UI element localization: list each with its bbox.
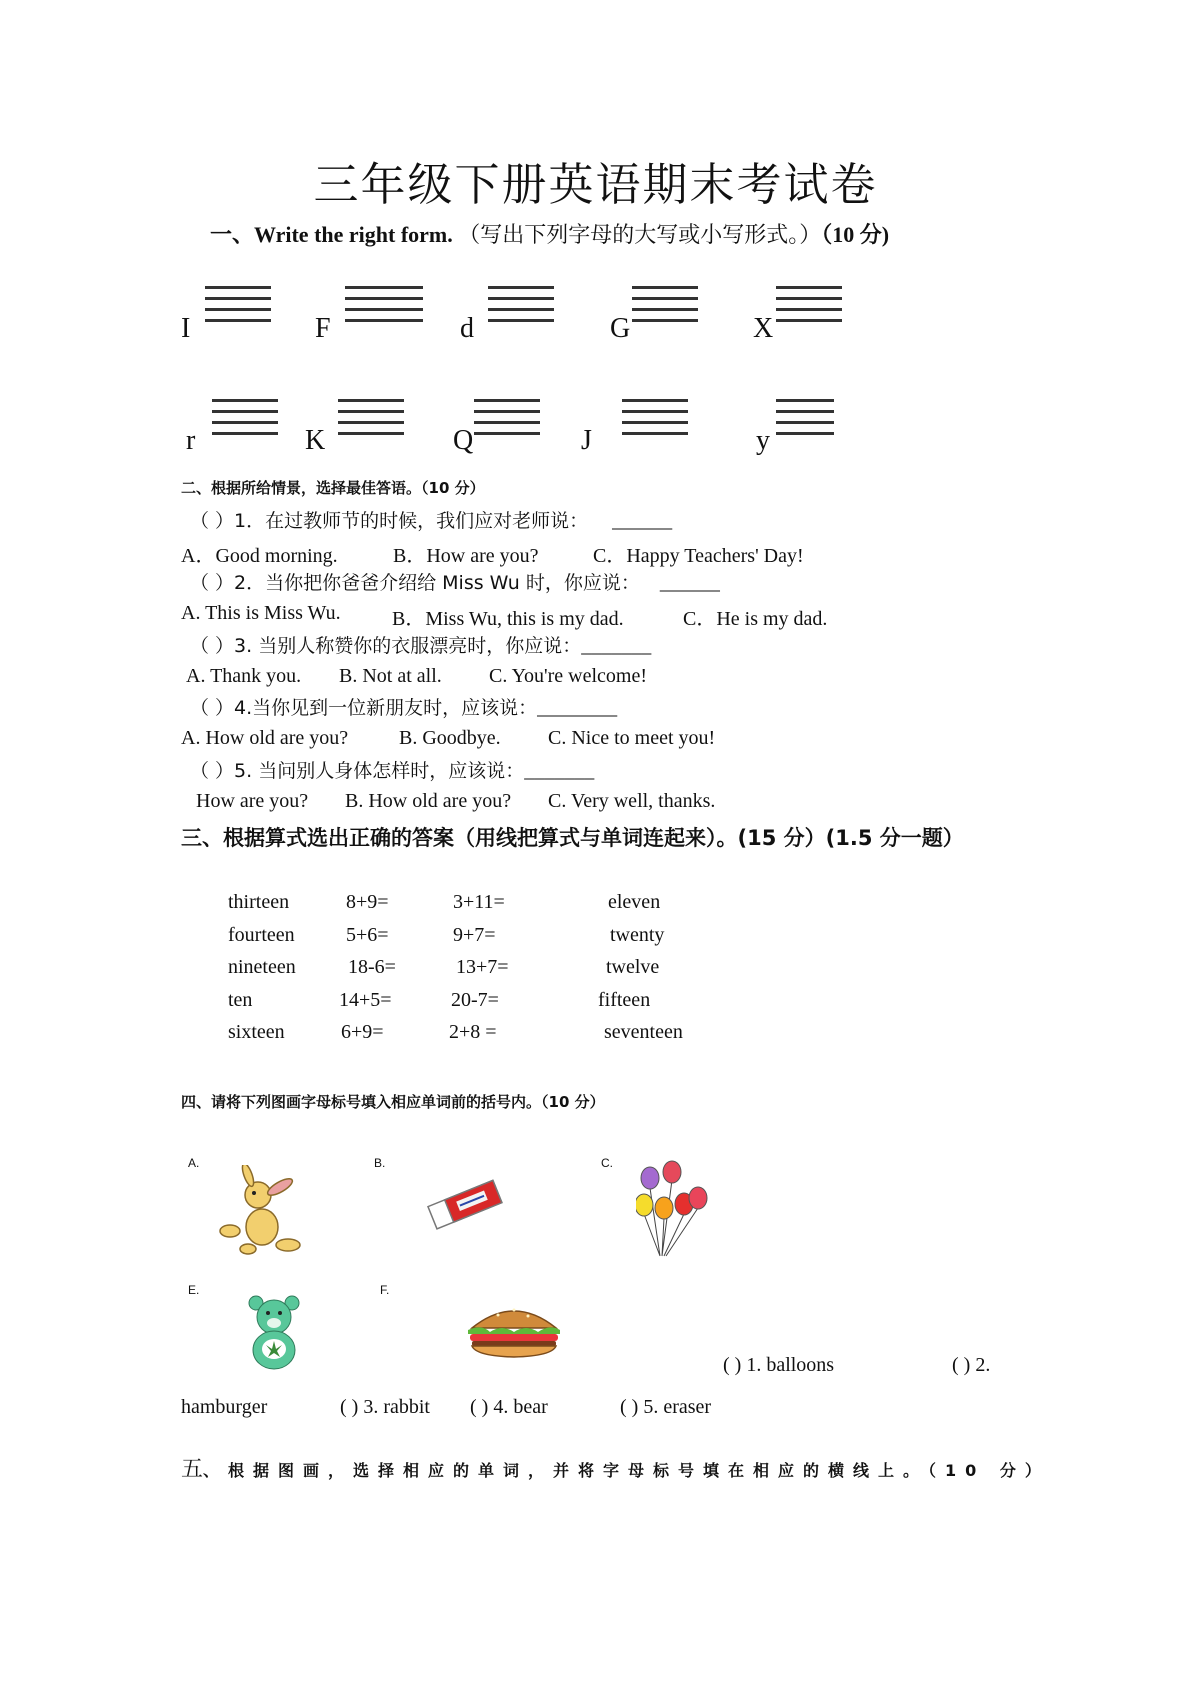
section5-text: 、根据图画，选择相应的单词，并将字母标号填在相应的横线上。（10 分）: [203, 1461, 1050, 1480]
equation-cell: 9+7=: [453, 924, 496, 946]
option: A. Thank you.: [186, 665, 302, 687]
bear-picture: [244, 1295, 304, 1371]
option: A．Good morning.: [181, 545, 338, 567]
question-4-stem: （ ）4.当你见到一位新朋友时，应该说：________: [190, 697, 618, 719]
rabbit-picture: [218, 1165, 310, 1257]
letter-3: d: [460, 313, 474, 344]
word-cell: seventeen: [604, 1021, 683, 1043]
picture-label-f: F.: [380, 1283, 390, 1297]
letter-7: K: [305, 425, 326, 456]
option: A. This is Miss Wu.: [181, 602, 341, 624]
writing-lines[interactable]: [205, 286, 271, 334]
letter-6: r: [186, 425, 196, 456]
hamburger-picture: [464, 1300, 564, 1360]
picture-label-c: C.: [601, 1156, 613, 1170]
word-cell: eleven: [608, 891, 661, 913]
word-cell: thirteen: [228, 891, 290, 913]
letter-10: y: [756, 425, 770, 456]
word-cell: sixteen: [228, 1021, 285, 1043]
option: B．How are you?: [393, 545, 539, 567]
equation-cell: 14+5=: [339, 989, 392, 1011]
writing-lines[interactable]: [632, 286, 698, 334]
item-2-number[interactable]: ( ) 2.: [952, 1354, 991, 1376]
letter-4: G: [610, 313, 631, 344]
option: B．Miss Wu, this is my dad.: [392, 608, 624, 630]
option: C. Very well, thanks.: [548, 790, 716, 812]
question-1-stem: （ ）1．在过教师节的时候，我们应对老师说： ______: [190, 510, 673, 532]
option: C. Nice to meet you!: [548, 727, 716, 749]
item-2-hamburger: hamburger: [181, 1396, 268, 1418]
balloons-picture: [636, 1160, 716, 1260]
equation-cell: 18-6=: [348, 956, 396, 978]
writing-lines[interactable]: [338, 399, 404, 447]
item-3-rabbit[interactable]: ( ) 3. rabbit: [340, 1396, 430, 1418]
section1-instruction: （写出下列字母的大写或小写形式。）: [458, 223, 822, 248]
letter-1: I: [181, 313, 191, 344]
word-cell: fourteen: [228, 924, 295, 946]
option: C．Happy Teachers' Day!: [593, 545, 804, 567]
question-5-stem: （ ）5. 当问别人身体怎样时，应该说：_______: [190, 760, 595, 782]
option: B. How old are you?: [345, 790, 512, 812]
section1-prefix: 一、Write the right form.: [210, 222, 453, 247]
item-5-eraser[interactable]: ( ) 5. eraser: [620, 1396, 712, 1418]
section1-heading: [210, 218, 889, 249]
writing-lines[interactable]: [474, 399, 540, 447]
section5-number: 五: [181, 1457, 204, 1482]
item-4-bear[interactable]: ( ) 4. bear: [470, 1396, 548, 1418]
equation-cell: 13+7=: [456, 956, 509, 978]
section2-heading: 二、根据所给情景，选择最佳答语。（10 分）: [181, 479, 485, 497]
section3-heading: 三、根据算式选出正确的答案（用线把算式与单词连起来）。(15 分）(1.5 分一题）: [181, 826, 964, 850]
option: B. Goodbye.: [399, 727, 501, 749]
letter-9: J: [581, 425, 592, 456]
question-2-stem: （ ）2．当你把你爸爸介绍给 Miss Wu 时，你应说： ______: [190, 572, 720, 594]
writing-lines[interactable]: [776, 399, 834, 447]
equation-cell: 20-7=: [451, 989, 499, 1011]
page-title: 三年级下册英语期末考试卷: [313, 158, 878, 211]
letter-8: Q: [453, 425, 474, 456]
equation-cell: 6+9=: [341, 1021, 384, 1043]
writing-lines[interactable]: [212, 399, 278, 447]
writing-lines[interactable]: [488, 286, 554, 334]
word-cell: ten: [228, 989, 253, 1011]
word-cell: nineteen: [228, 956, 296, 978]
item-1-balloons[interactable]: ( ) 1. balloons: [723, 1354, 835, 1376]
section1-score: （10 分): [821, 222, 890, 247]
writing-lines[interactable]: [776, 286, 842, 334]
option: How are you?: [196, 790, 309, 812]
writing-lines[interactable]: [345, 286, 423, 334]
equation-cell: 2+8 =: [449, 1021, 497, 1043]
option: B. Not at all.: [339, 665, 442, 687]
picture-label-a: A.: [188, 1156, 200, 1170]
equation-cell: 5+6=: [346, 924, 389, 946]
option: C. You're welcome!: [489, 665, 648, 687]
picture-label-b: B.: [374, 1156, 386, 1170]
word-cell: fifteen: [598, 989, 651, 1011]
section5-heading: [181, 1452, 1050, 1483]
letter-5: X: [753, 313, 774, 344]
word-cell: twelve: [606, 956, 660, 978]
eraser-picture: [424, 1175, 504, 1235]
equation-cell: 8+9=: [346, 891, 389, 913]
picture-label-e: E.: [188, 1283, 200, 1297]
letter-2: F: [315, 313, 331, 344]
writing-lines[interactable]: [622, 399, 688, 447]
section4-heading: 四、请将下列图画字母标号填入相应单词前的括号内。（10 分）: [181, 1093, 605, 1111]
option: A. How old are you?: [181, 727, 349, 749]
word-cell: twenty: [610, 924, 665, 946]
question-3-stem: （ ）3. 当别人称赞你的衣服漂亮时，你应说：_______: [190, 635, 652, 657]
equation-cell: 3+11=: [453, 891, 505, 913]
option: C．He is my dad.: [683, 608, 828, 630]
